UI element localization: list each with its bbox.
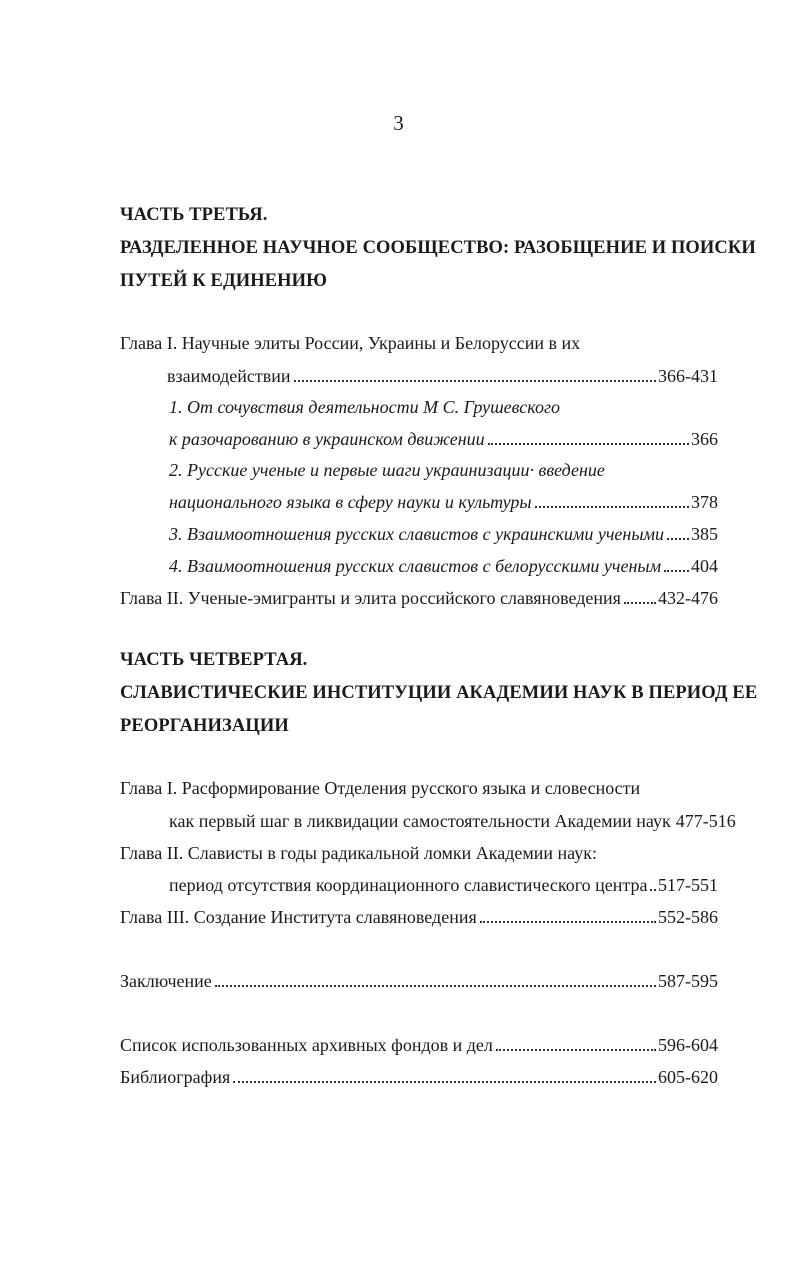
toc-title: национального языка в сферу науки и культуры <box>169 492 532 512</box>
toc-title: Глава III. Создание Института славяноведения <box>120 907 477 927</box>
toc-page: 385 <box>691 524 718 544</box>
dot-leader <box>650 888 656 891</box>
dot-leader <box>496 1048 656 1051</box>
dot-leader <box>664 569 689 572</box>
dot-leader <box>667 537 689 540</box>
part4-chapter1-title: Глава I. Расформирование Отделения русского языка и словесности <box>120 778 641 798</box>
toc-page: 477-516 <box>675 811 736 831</box>
dot-leader <box>535 505 689 508</box>
dot-leader <box>294 379 656 382</box>
toc-page: 517-551 <box>658 875 718 895</box>
part4-heading-label: ЧАСТЬ ЧЕТВЕРТАЯ. <box>120 650 308 670</box>
part4-chapter3-entry <box>120 907 718 928</box>
toc-page: 378 <box>691 492 718 512</box>
part3-chapter1-title: Глава I. Научные элиты России, Украины и Белоруссии в их <box>120 333 581 353</box>
toc-title: период отсутствия координационного славистического центра <box>169 875 648 895</box>
conclusion-entry <box>120 971 718 992</box>
dot-leader <box>624 601 656 604</box>
part4-chapter1-entry <box>169 811 736 832</box>
part4-heading-title: СЛАВИСТИЧЕСКИЕ ИНСТИТУЦИИ АКАДЕМИИ НАУК В ПЕРИОД ЕЕ <box>120 683 758 703</box>
part4-heading-title-cont: РЕОРГАНИЗАЦИИ <box>120 716 289 736</box>
dot-leader <box>215 984 656 987</box>
part3-section2-entry <box>169 492 718 513</box>
bibliography-entry <box>120 1067 718 1088</box>
part3-section3-entry <box>169 524 718 545</box>
archives-entry <box>120 1035 718 1056</box>
toc-page: 432-476 <box>658 588 718 608</box>
toc-title: Глава II. Ученые-эмигранты и элита российского славяноведения <box>120 588 621 608</box>
toc-page: 587-595 <box>658 971 718 991</box>
toc-page: 605-620 <box>658 1067 718 1087</box>
part3-section2-title: 2. Русские ученые и первые шаги украинизации· введение <box>169 460 605 480</box>
toc-title: взаимодействии <box>167 366 291 386</box>
part3-section1-entry <box>169 429 718 450</box>
toc-page: 404 <box>691 556 718 576</box>
toc-title: как первый шаг в ликвидации самостоятельности Академии наук <box>169 811 671 831</box>
dot-leader <box>233 1080 656 1083</box>
part3-section1-title: 1. От сочувствия деятельности М С. Грушевского <box>169 397 560 417</box>
part3-heading-title: РАЗДЕЛЕННОЕ НАУЧНОЕ СООБЩЕСТВО: РАЗОБЩЕНИЕ И ПОИСКИ <box>120 238 756 258</box>
toc-page: 366-431 <box>658 366 718 386</box>
part4-chapter2-title: Глава II. Слависты в годы радикальной ломки Академии наук: <box>120 843 597 863</box>
toc-title: 4. Взаимоотношения русских славистов с белорусскими ученым <box>169 556 662 576</box>
part3-heading-title-cont: ПУТЕЙ К ЕДИНЕНИЮ <box>120 271 328 291</box>
part3-chapter1-entry <box>167 366 718 387</box>
part4-chapter2-entry <box>169 875 718 896</box>
dot-leader <box>480 920 656 923</box>
dot-leader <box>488 442 689 445</box>
toc-title: Список использованных архивных фондов и дел <box>120 1035 493 1055</box>
toc-title: 3. Взаимоотношения русских славистов с украинскими учеными <box>169 524 665 544</box>
part3-section4-entry <box>169 556 718 577</box>
part3-chapter2-entry <box>120 588 718 609</box>
toc-page: 596-604 <box>658 1035 718 1055</box>
toc-page: 366 <box>691 429 718 449</box>
page-number: 3 <box>393 111 404 135</box>
toc-title: Библиография <box>120 1067 231 1087</box>
toc-title: к разочарованию в украинском движении <box>169 429 485 449</box>
toc-page: 552-586 <box>658 907 718 927</box>
part3-heading-label: ЧАСТЬ ТРЕТЬЯ. <box>120 205 268 225</box>
toc-title: Заключение <box>120 971 212 991</box>
